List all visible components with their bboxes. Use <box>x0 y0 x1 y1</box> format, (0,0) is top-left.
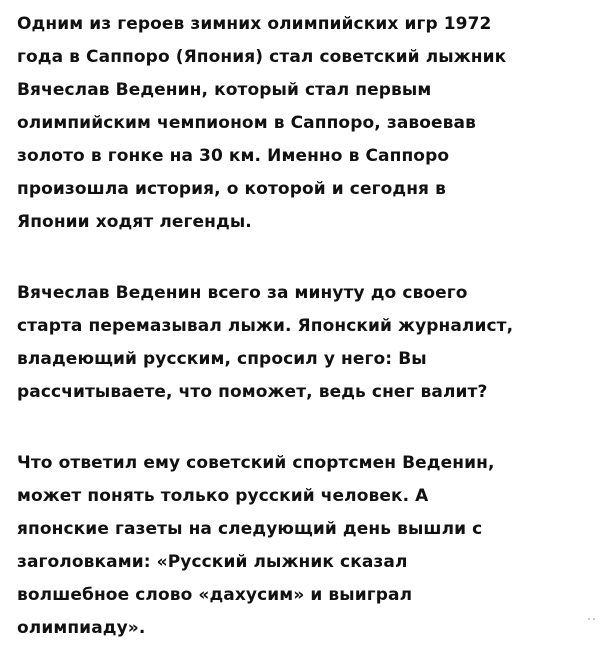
text-line: японские газеты на следующий день вышли с <box>17 519 483 539</box>
text-line: Японии ходят легенды. <box>17 212 252 232</box>
text-line: Вячеслав Веденин всего за минуту до своего <box>17 283 468 303</box>
article-text <box>17 8 601 645</box>
text-line: волшебное слово «дахусим» и выиграл <box>17 585 413 605</box>
text-line: рассчитываете, что поможет, ведь снег валит? <box>17 382 488 402</box>
text-line: Вячеслав Веденин, который стал первым <box>17 80 432 100</box>
text-line: золото в гонке на 30 км. Именно в Саппоро <box>17 146 450 166</box>
paragraph-1 <box>17 8 601 239</box>
text-line: года в Саппоро (Япония) стал советский лыжник <box>17 47 507 67</box>
text-line: старта перемазывал лыжи. Японский журналист, <box>17 316 514 336</box>
text-line: Что ответил ему советский спортсмен Веденин, <box>17 453 495 473</box>
text-line: может понять только русский человек. А <box>17 486 429 506</box>
paragraph-2 <box>17 277 601 409</box>
text-line: заголовками: «Русский лыжник сказал <box>17 552 408 572</box>
text-line: олимпийским чемпионом в Саппоро, завоевав <box>17 113 476 133</box>
text-line: олимпиаду». <box>17 618 146 638</box>
text-line: Одним из героев зимних олимпийских игр 1972 <box>17 14 492 34</box>
watermark-mark <box>587 617 597 621</box>
text-line: владеющий русским, спросил у него: Вы <box>17 349 427 369</box>
paragraph-3 <box>17 447 601 645</box>
text-line: произошла история, о которой и сегодня в <box>17 179 446 199</box>
